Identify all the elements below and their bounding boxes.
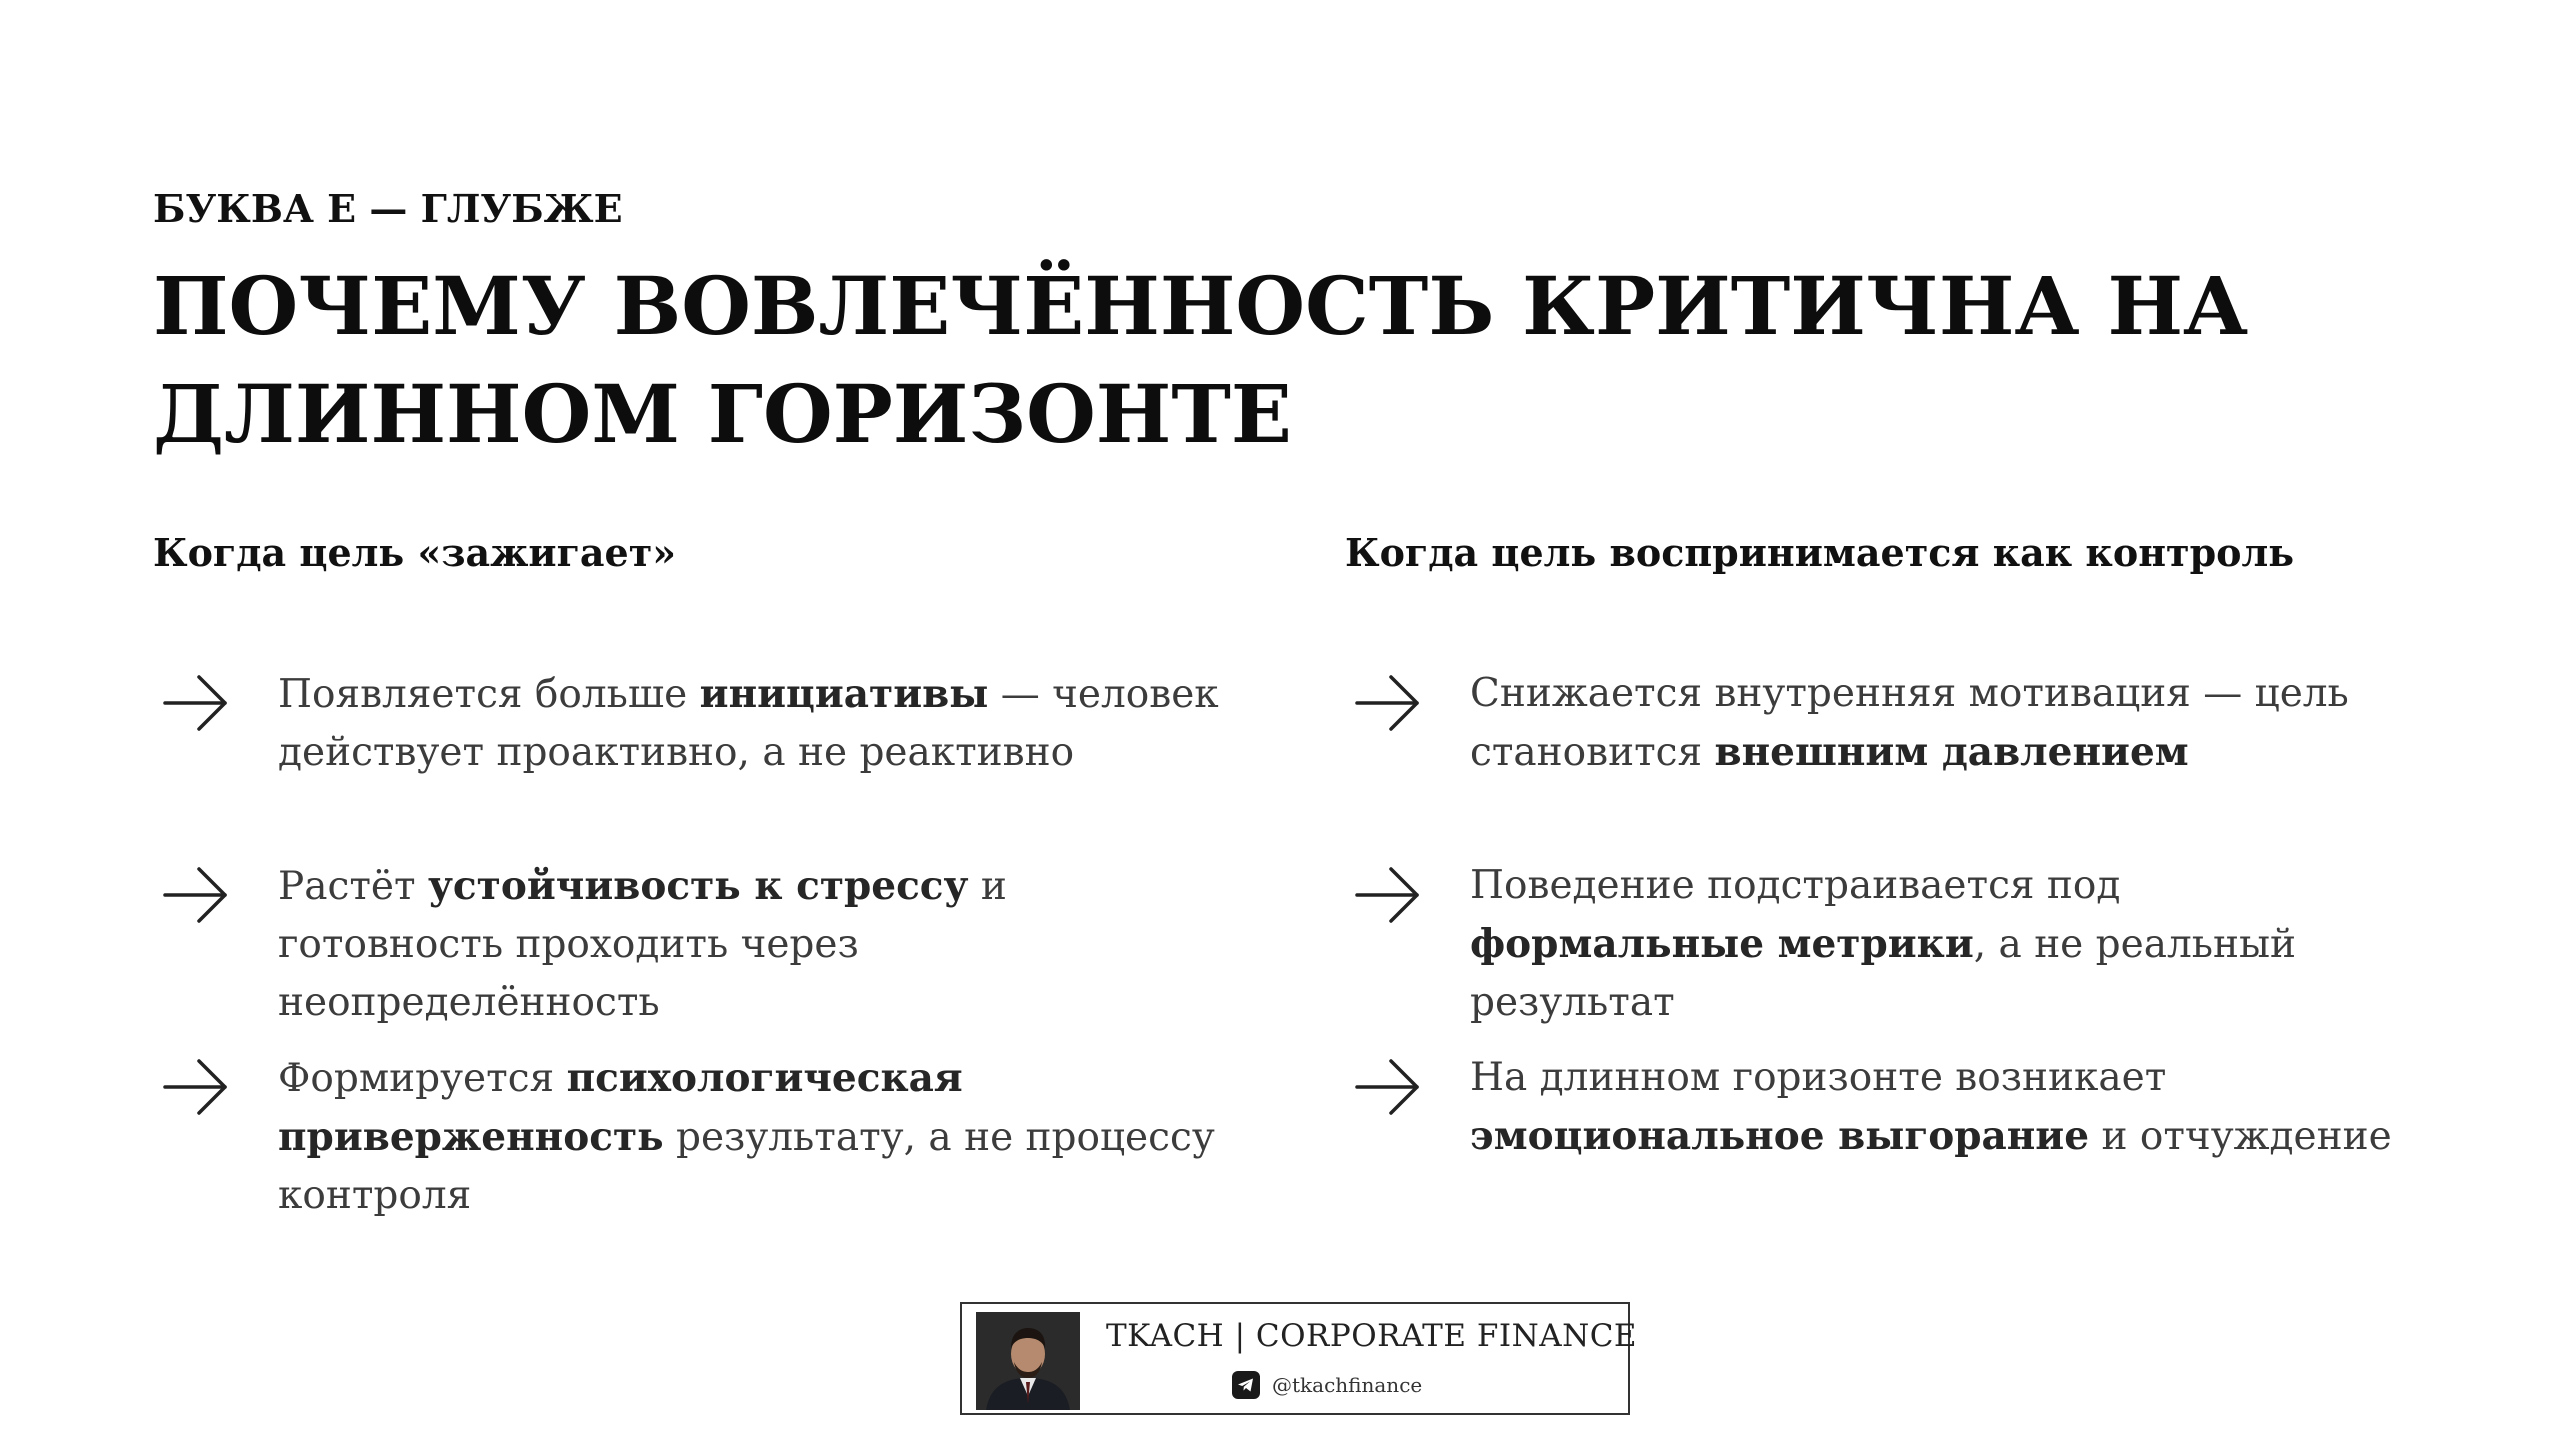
list-item-text: Растёт устойчивость к стрессу и готовность проходить через неопределённость xyxy=(278,863,1007,1025)
portrait-silhouette-icon xyxy=(976,1312,1080,1410)
right-column-heading: Когда цель воспринимается как контроль xyxy=(1345,530,2295,575)
telegram-icon xyxy=(1232,1371,1260,1399)
page-title: ПОЧЕМУ ВОВЛЕЧЁННОСТЬ КРИТИЧНА НА ДЛИННОМ ГОРИЗОНТЕ xyxy=(153,259,2249,461)
list-item-text: Появляется больше инициативы — человек действует проактивно, а не реактивно xyxy=(278,671,1219,775)
list-item-text: На длинном горизонте возникает эмоциональное выгорание и отчуждение xyxy=(1470,1055,2392,1159)
telegram-handle[interactable]: @tkachfinance xyxy=(1272,1373,1423,1397)
footer-badge[interactable] xyxy=(960,1302,1638,1415)
right-arrow-icon xyxy=(163,1057,229,1117)
portrait-photo xyxy=(976,1312,1080,1410)
list-item-text: Формируется психологическая приверженность результату, а не процессу контроля xyxy=(278,1055,1215,1218)
left-column xyxy=(153,530,1219,1218)
eyebrow-label: БУКВА Е — ГЛУБЖЕ xyxy=(153,186,623,231)
right-arrow-icon xyxy=(163,673,229,733)
right-column xyxy=(1345,530,2395,1159)
right-arrow-icon xyxy=(1355,673,1421,733)
right-arrow-icon xyxy=(1355,865,1421,925)
right-arrow-icon xyxy=(163,865,229,925)
brand-name: TKACH | CORPORATE FINANCE xyxy=(1106,1318,1638,1354)
list-item-text: Снижается внутренняя мотивация — цель становится внешним давлением xyxy=(1470,671,2349,775)
telegram-handle-row[interactable] xyxy=(1232,1370,1422,1400)
right-arrow-icon xyxy=(1355,1057,1421,1117)
list-item-text: Поведение подстраивается под формальные метрики, а не реальный результат xyxy=(1470,863,2296,1025)
left-column-heading: Когда цель «зажигает» xyxy=(153,530,677,575)
